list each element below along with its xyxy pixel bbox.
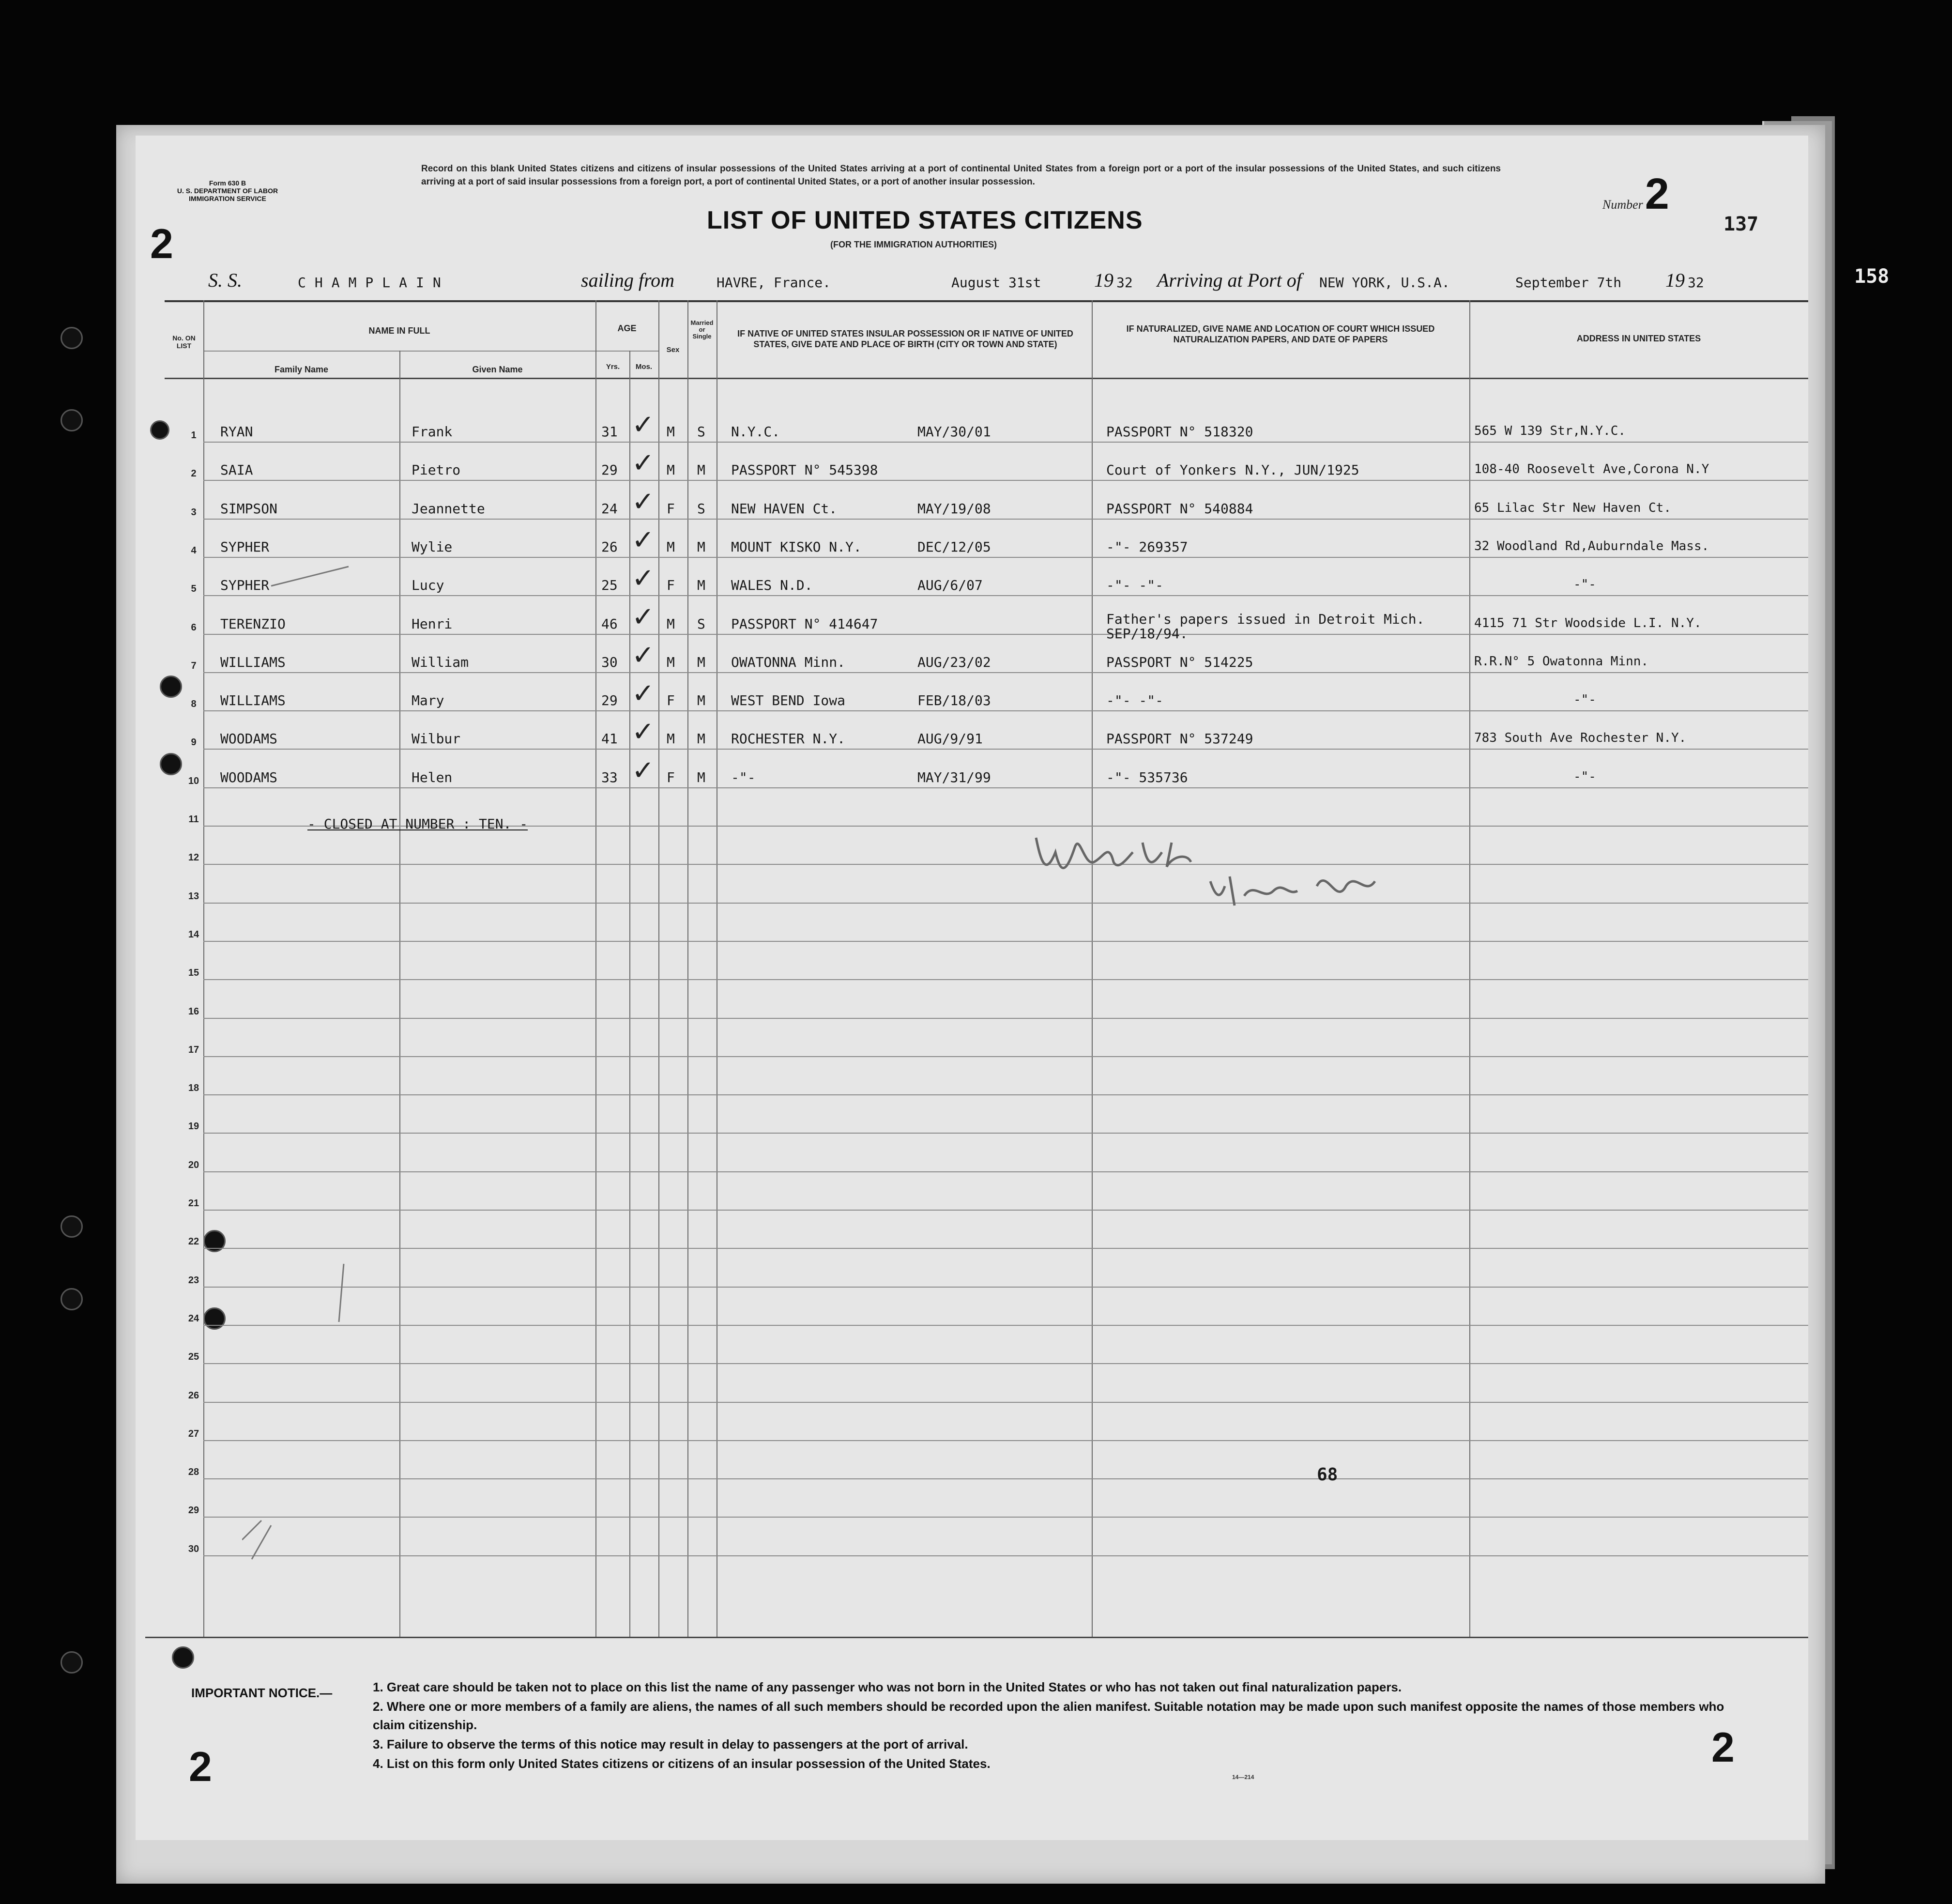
voyage-line <box>208 269 1806 298</box>
address-cell: -"- <box>1573 769 1596 784</box>
check-mark-icon: ✓ <box>632 601 655 633</box>
marital-status-cell: M <box>697 654 705 670</box>
age-years-cell: 41 <box>601 731 618 747</box>
closed-note: - CLOSED AT NUMBER : TEN. - <box>307 816 528 832</box>
header-yrs: Yrs. <box>606 363 620 371</box>
marital-status-cell: M <box>697 731 705 747</box>
header-bottom-rule <box>165 378 1808 379</box>
check-mark-icon: ✓ <box>632 409 655 441</box>
col-divider <box>1092 300 1093 1637</box>
pencil-marks <box>242 557 581 1574</box>
birth-date-cell: AUG/23/02 <box>917 654 991 670</box>
birth-place-cell: PASSPORT N° 414647 <box>731 615 878 632</box>
row-number: 26 <box>188 1390 199 1401</box>
number-value: 2 <box>1645 170 1669 218</box>
age-years-cell: 25 <box>601 577 618 594</box>
naturalization-cell: PASSPORT N° 537249 <box>1106 731 1253 747</box>
row-number: 19 <box>188 1121 199 1132</box>
row-number: 28 <box>188 1467 199 1478</box>
row-number: 1 <box>191 430 197 441</box>
col-divider <box>658 300 659 1637</box>
marital-status-cell: M <box>697 577 705 594</box>
naturalization-cell: PASSPORT N° 518320 <box>1106 424 1253 440</box>
notice-item: 1. Great care should be taken not to place on this list the name of any passenger who was not born in the United States or who has not taken out final naturalization papers. <box>373 1680 1402 1694</box>
number-field <box>1602 169 1669 219</box>
birth-place-cell: OWATONNA Minn. <box>731 654 846 670</box>
notice-item: 2. Where one or more members of a family are aliens, the names of all such members should be recorded upon the alien manifest. Suitable notation may be made upon such manifest opposite the names of those members who claim citizenship. <box>373 1699 1724 1732</box>
form-identification <box>155 179 300 202</box>
header-given-name: Given Name <box>472 365 523 374</box>
row-number: 15 <box>188 967 199 979</box>
arrive-year: 32 <box>1688 275 1704 291</box>
marital-status-cell: M <box>697 692 705 709</box>
family-name-cell: WILLIAMS <box>220 692 286 709</box>
row-rule <box>203 442 1808 443</box>
row-number: 7 <box>191 660 197 671</box>
page-number: 137 <box>1723 213 1759 235</box>
check-mark-icon: ✓ <box>632 447 655 479</box>
naturalization-cell: Father's papers issued in Detroit Mich. SEP/18/94. <box>1106 611 1425 642</box>
given-name-cell: Wylie <box>412 538 453 555</box>
naturalization-cell: PASSPORT N° 514225 <box>1106 654 1253 670</box>
row-number: 16 <box>188 1006 199 1017</box>
row-number: 4 <box>191 545 197 556</box>
birth-place-cell: MOUNT KISKO N.Y. <box>731 538 862 555</box>
binder-hole <box>61 409 83 431</box>
check-mark-icon: ✓ <box>632 486 655 518</box>
family-name-cell: WILLIAMS <box>220 654 286 670</box>
sex-cell: M <box>667 731 675 747</box>
print-code: 14—214 <box>1232 1774 1254 1781</box>
row-number: 2 <box>191 468 197 479</box>
birth-date-cell: FEB/18/03 <box>917 692 991 709</box>
col-divider <box>687 300 688 1637</box>
port-from: HAVRE, France. <box>717 275 831 291</box>
age-years-cell: 33 <box>601 769 618 785</box>
row-number: 20 <box>188 1159 199 1170</box>
page-title: LIST OF UNITED STATES CITIZENS <box>707 206 1143 234</box>
binder-hole <box>160 676 182 698</box>
birth-date-cell: MAY/31/99 <box>917 769 991 785</box>
naturalization-cell: -"- -"- <box>1106 577 1164 594</box>
notice-item: 3. Failure to observe the terms of this notice may result in delay to passengers at the port of arrival. <box>373 1737 968 1751</box>
sex-cell: F <box>667 577 675 594</box>
birth-place-cell: -"- <box>731 769 756 785</box>
handwritten-signature <box>1026 823 1404 910</box>
binder-hole <box>172 1646 194 1669</box>
given-name-cell: Wilbur <box>412 731 461 747</box>
row-number: 23 <box>188 1274 199 1286</box>
depart-year: 32 <box>1116 275 1133 291</box>
birth-date-cell: AUG/9/91 <box>917 731 983 747</box>
given-name-cell: Henri <box>412 615 453 632</box>
birth-place-cell: NEW HAVEN Ct. <box>731 500 838 517</box>
age-subheader-rule <box>595 351 658 352</box>
col-divider <box>1469 300 1470 1637</box>
header-address: ADDRESS IN UNITED STATES <box>1576 334 1701 343</box>
number-label: Number <box>1602 198 1643 212</box>
sex-cell: M <box>667 424 675 440</box>
notice-item: 4. List on this form only United States citizens or citizens of an insular possession of the United States. <box>373 1756 991 1771</box>
header-birth: IF NATIVE OF UNITED STATES INSULAR POSSESSION OR IF NATIVE OF UNITED STATES, GIVE DATE AND PLACE OF BIRTH (CITY OR TOWN AND STATE) <box>737 329 1073 349</box>
address-cell: 108-40 Roosevelt Ave,Corona N.Y <box>1474 462 1709 477</box>
given-name-cell: Pietro <box>412 462 461 478</box>
given-name-cell: Jeannette <box>412 500 485 517</box>
address-cell: 65 Lilac Str New Haven Ct. <box>1474 500 1671 515</box>
sex-cell: F <box>667 692 675 709</box>
check-mark-icon: ✓ <box>632 524 655 556</box>
sex-cell: M <box>667 462 675 478</box>
address-cell: -"- <box>1573 577 1596 592</box>
birth-place-cell: N.Y.C. <box>731 424 780 440</box>
row-number: 10 <box>188 775 199 786</box>
notice-heading: IMPORTANT NOTICE.— <box>191 1686 333 1700</box>
check-mark-icon: ✓ <box>632 639 655 671</box>
row-number: 14 <box>188 929 199 940</box>
age-years-cell: 29 <box>601 692 618 709</box>
age-years-cell: 31 <box>601 424 618 440</box>
col-divider <box>629 351 630 1637</box>
address-cell: -"- <box>1573 692 1596 707</box>
given-name-cell: Mary <box>412 692 444 709</box>
header-no-on-list: No. ON LIST <box>172 334 196 350</box>
age-years-cell: 26 <box>601 538 618 555</box>
port-to: NEW YORK, U.S.A. <box>1319 275 1450 291</box>
address-cell: 32 Woodland Rd,Auburndale Mass. <box>1474 538 1709 553</box>
header-sex: Sex <box>666 346 680 354</box>
age-years-cell: 24 <box>601 500 618 517</box>
binder-hole <box>160 753 182 775</box>
birth-date-cell: MAY/30/01 <box>917 424 991 440</box>
given-name-cell: Frank <box>412 424 453 440</box>
sex-cell: F <box>667 769 675 785</box>
depart-date: August 31st <box>951 275 1041 291</box>
sailing-from-label: sailing from <box>581 269 674 291</box>
sex-cell: M <box>667 615 675 632</box>
table-top-rule <box>165 300 1808 302</box>
col-divider <box>595 300 596 1637</box>
row-number: 5 <box>191 583 197 595</box>
family-name-cell: TERENZIO <box>220 615 286 632</box>
header-family-name: Family Name <box>274 365 329 374</box>
naturalization-cell: Court of Yonkers N.Y., JUN/1925 <box>1106 462 1359 478</box>
row-number: 27 <box>188 1428 199 1439</box>
sex-cell: F <box>667 500 675 517</box>
marital-status-cell: S <box>697 424 705 440</box>
naturalization-cell: PASSPORT N° 540884 <box>1106 500 1253 517</box>
family-name-cell: SYPHER <box>220 577 270 594</box>
address-cell: 783 South Ave Rochester N.Y. <box>1474 731 1687 746</box>
service-name: IMMIGRATION SERVICE <box>189 195 266 202</box>
birth-place-cell: WALES N.D. <box>731 577 813 594</box>
row-number: 11 <box>188 814 199 825</box>
given-name-cell: William <box>412 654 469 670</box>
address-cell: 4115 71 Str Woodside L.I. N.Y. <box>1474 615 1702 630</box>
row-number: 12 <box>188 852 199 863</box>
family-name-cell: SAIA <box>220 462 253 478</box>
arriving-label: Arriving at Port of <box>1157 269 1302 291</box>
header-age: AGE <box>617 323 637 333</box>
bottom-left-number: 2 <box>189 1744 212 1790</box>
header-naturalized: IF NATURALIZED, GIVE NAME AND LOCATION OF COURT WHICH ISSUED NATURALIZATION PAPERS, AND DATE OF PAPERS <box>1126 324 1435 344</box>
page-subtitle: (FOR THE IMMIGRATION AUTHORITIES) <box>830 240 997 249</box>
header-mos: Mos. <box>635 363 653 371</box>
check-mark-icon: ✓ <box>632 678 655 710</box>
header-name-in-full: NAME IN FULL <box>368 326 430 336</box>
row-number: 22 <box>188 1236 199 1247</box>
row-number: 24 <box>188 1313 199 1324</box>
marital-status-cell: M <box>697 462 705 478</box>
age-years-cell: 30 <box>601 654 618 670</box>
address-cell: 565 W 139 Str,N.Y.C. <box>1474 424 1626 438</box>
family-name-cell: RYAN <box>220 424 253 440</box>
naturalization-cell: -"- 269357 <box>1106 538 1188 555</box>
form-number: Form 630 B <box>209 179 246 187</box>
marital-status-cell: S <box>697 500 705 517</box>
marital-status-cell: S <box>697 615 705 632</box>
check-mark-icon: ✓ <box>632 563 655 595</box>
sex-cell: M <box>667 538 675 555</box>
row-number: 25 <box>188 1351 199 1363</box>
age-years-cell: 29 <box>601 462 618 478</box>
birth-place-cell: WEST BEND Iowa <box>731 692 846 709</box>
row-number: 18 <box>188 1083 199 1094</box>
header-married-single: Married or Single <box>690 319 714 340</box>
binder-hole <box>150 420 169 440</box>
bottom-right-number: 2 <box>1711 1724 1735 1771</box>
age-years-cell: 46 <box>601 615 618 632</box>
family-name-cell: WOODAMS <box>220 769 278 785</box>
family-name-cell: SYPHER <box>220 538 270 555</box>
department-name: U. S. DEPARTMENT OF LABOR <box>177 187 278 195</box>
check-mark-icon: ✓ <box>632 754 655 786</box>
notice-items <box>373 1678 1733 1774</box>
arrive-date: September 7th <box>1515 275 1622 291</box>
row-number: 30 <box>188 1543 199 1554</box>
birth-date-cell: DEC/12/05 <box>917 538 991 555</box>
row-number: 17 <box>188 1044 199 1055</box>
table-bottom-rule <box>145 1637 1808 1638</box>
birth-date-cell: AUG/6/07 <box>917 577 983 594</box>
row-number: 13 <box>188 891 199 902</box>
intro-text: Record on this blank United States citizens and citizens of insular possessions of the United States arriving at a port of continental United States from a foreign port or a port of the insular possessions of the United States, and such citizens arriving at a port of said insular possessions from a foreign port, a port of continental United States, or a port of another insular possession. <box>421 164 1501 187</box>
corner-number: 2 <box>150 221 173 267</box>
family-name-cell: SIMPSON <box>220 500 278 517</box>
depart-year-prefix: 19 <box>1094 269 1113 291</box>
sex-cell: M <box>667 654 675 670</box>
row-rule <box>203 519 1808 520</box>
birth-date-cell: MAY/19/08 <box>917 500 991 517</box>
given-name-cell: Helen <box>412 769 453 785</box>
address-cell: R.R.N° 5 Owatonna Minn. <box>1474 654 1649 669</box>
marital-status-cell: M <box>697 769 705 785</box>
given-name-cell: Lucy <box>412 577 444 594</box>
stamp-number: 68 <box>1317 1465 1338 1485</box>
binder-hole <box>61 1651 83 1674</box>
row-number: 9 <box>191 737 197 748</box>
row-number: 3 <box>191 507 197 518</box>
row-rule <box>203 480 1808 481</box>
row-number: 8 <box>191 699 197 710</box>
row-number: 21 <box>188 1198 199 1209</box>
row-number: 6 <box>191 622 197 633</box>
binder-hole <box>61 1288 83 1310</box>
ss-label: S. S. <box>208 269 242 291</box>
naturalization-cell: -"- 535736 <box>1106 769 1188 785</box>
arrive-year-prefix: 19 <box>1665 269 1685 291</box>
marital-status-cell: M <box>697 538 705 555</box>
binder-hole <box>61 1215 83 1238</box>
binder-hole <box>61 327 83 349</box>
birth-place-cell: PASSPORT N° 545398 <box>731 462 878 478</box>
birth-place-cell: ROCHESTER N.Y. <box>731 731 846 747</box>
naturalization-cell: -"- -"- <box>1106 692 1164 709</box>
check-mark-icon: ✓ <box>632 716 655 748</box>
outside-page-number: 158 <box>1854 265 1890 288</box>
family-name-cell: WOODAMS <box>220 731 278 747</box>
row-number: 29 <box>188 1505 199 1516</box>
ship-name: CHAMPLAIN <box>298 275 450 291</box>
